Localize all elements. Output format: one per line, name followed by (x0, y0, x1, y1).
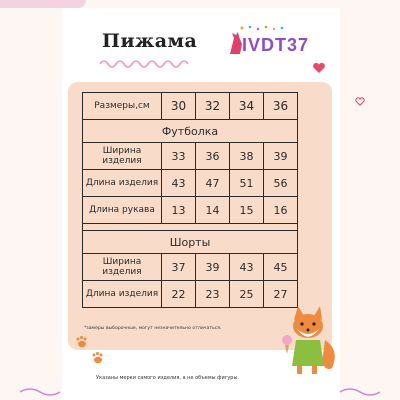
section-row (83, 231, 298, 254)
size-header: 36 (264, 93, 298, 120)
table-cell: 39 (196, 254, 230, 281)
table-cell: 25 (230, 281, 264, 308)
table-cell: 56 (264, 170, 298, 197)
heart-icon (355, 97, 365, 106)
decorative-strip (0, 0, 86, 8)
size-header: 34 (230, 93, 264, 120)
section-title-tshirt: Футболка (83, 120, 298, 143)
table-cell: 45 (264, 254, 298, 281)
bottom-note: Указаны мерки самого изделия, а не объемы фигуры. (96, 375, 240, 381)
footnote: *замеры выборочные, могут незначительно отличаться. (84, 326, 222, 331)
table-cell: 37 (162, 254, 196, 281)
spacer-cell (83, 224, 298, 231)
table-cell: 51 (230, 170, 264, 197)
section-row (83, 120, 298, 143)
row-label: Ширина изделия (83, 143, 162, 170)
table-cell: 39 (264, 143, 298, 170)
table-cell: 13 (162, 197, 196, 224)
table-cell: 23 (196, 281, 230, 308)
row-label: Длина изделия (83, 281, 162, 308)
size-header: 30 (162, 93, 196, 120)
table-cell: 43 (162, 170, 196, 197)
page-title: Пижама (102, 30, 198, 52)
table-cell: 43 (230, 254, 264, 281)
table-cell: 27 (264, 281, 298, 308)
paw-prints-icon (72, 330, 112, 370)
squiggle-underline (98, 58, 194, 68)
table-row (83, 170, 298, 197)
size-header: 32 (196, 93, 230, 120)
brand-name: IVDT37 (242, 35, 310, 55)
table-header-row (83, 93, 298, 120)
row-label: Длина изделия (83, 170, 162, 197)
table-cell: 22 (162, 281, 196, 308)
table-row (83, 143, 298, 170)
spacer-row (83, 224, 298, 231)
table-cell: 36 (196, 143, 230, 170)
table-cell: 33 (162, 143, 196, 170)
size-label: Размеры,см (83, 93, 162, 120)
table-row (83, 197, 298, 224)
wave-decoration (20, 382, 380, 400)
fox-mascot-icon (280, 300, 340, 380)
table-row (83, 281, 298, 308)
table-cell: 38 (230, 143, 264, 170)
size-table (82, 92, 298, 308)
table-cell: 16 (264, 197, 298, 224)
row-label: Ширина изделия (83, 254, 162, 281)
heart-icon (312, 62, 326, 74)
table-cell: 15 (230, 197, 264, 224)
section-title-shorts: Шорты (83, 231, 298, 254)
row-label: Длина рукава (83, 197, 162, 224)
table-row (83, 254, 298, 281)
table-cell: 14 (196, 197, 230, 224)
table-cell: 47 (196, 170, 230, 197)
